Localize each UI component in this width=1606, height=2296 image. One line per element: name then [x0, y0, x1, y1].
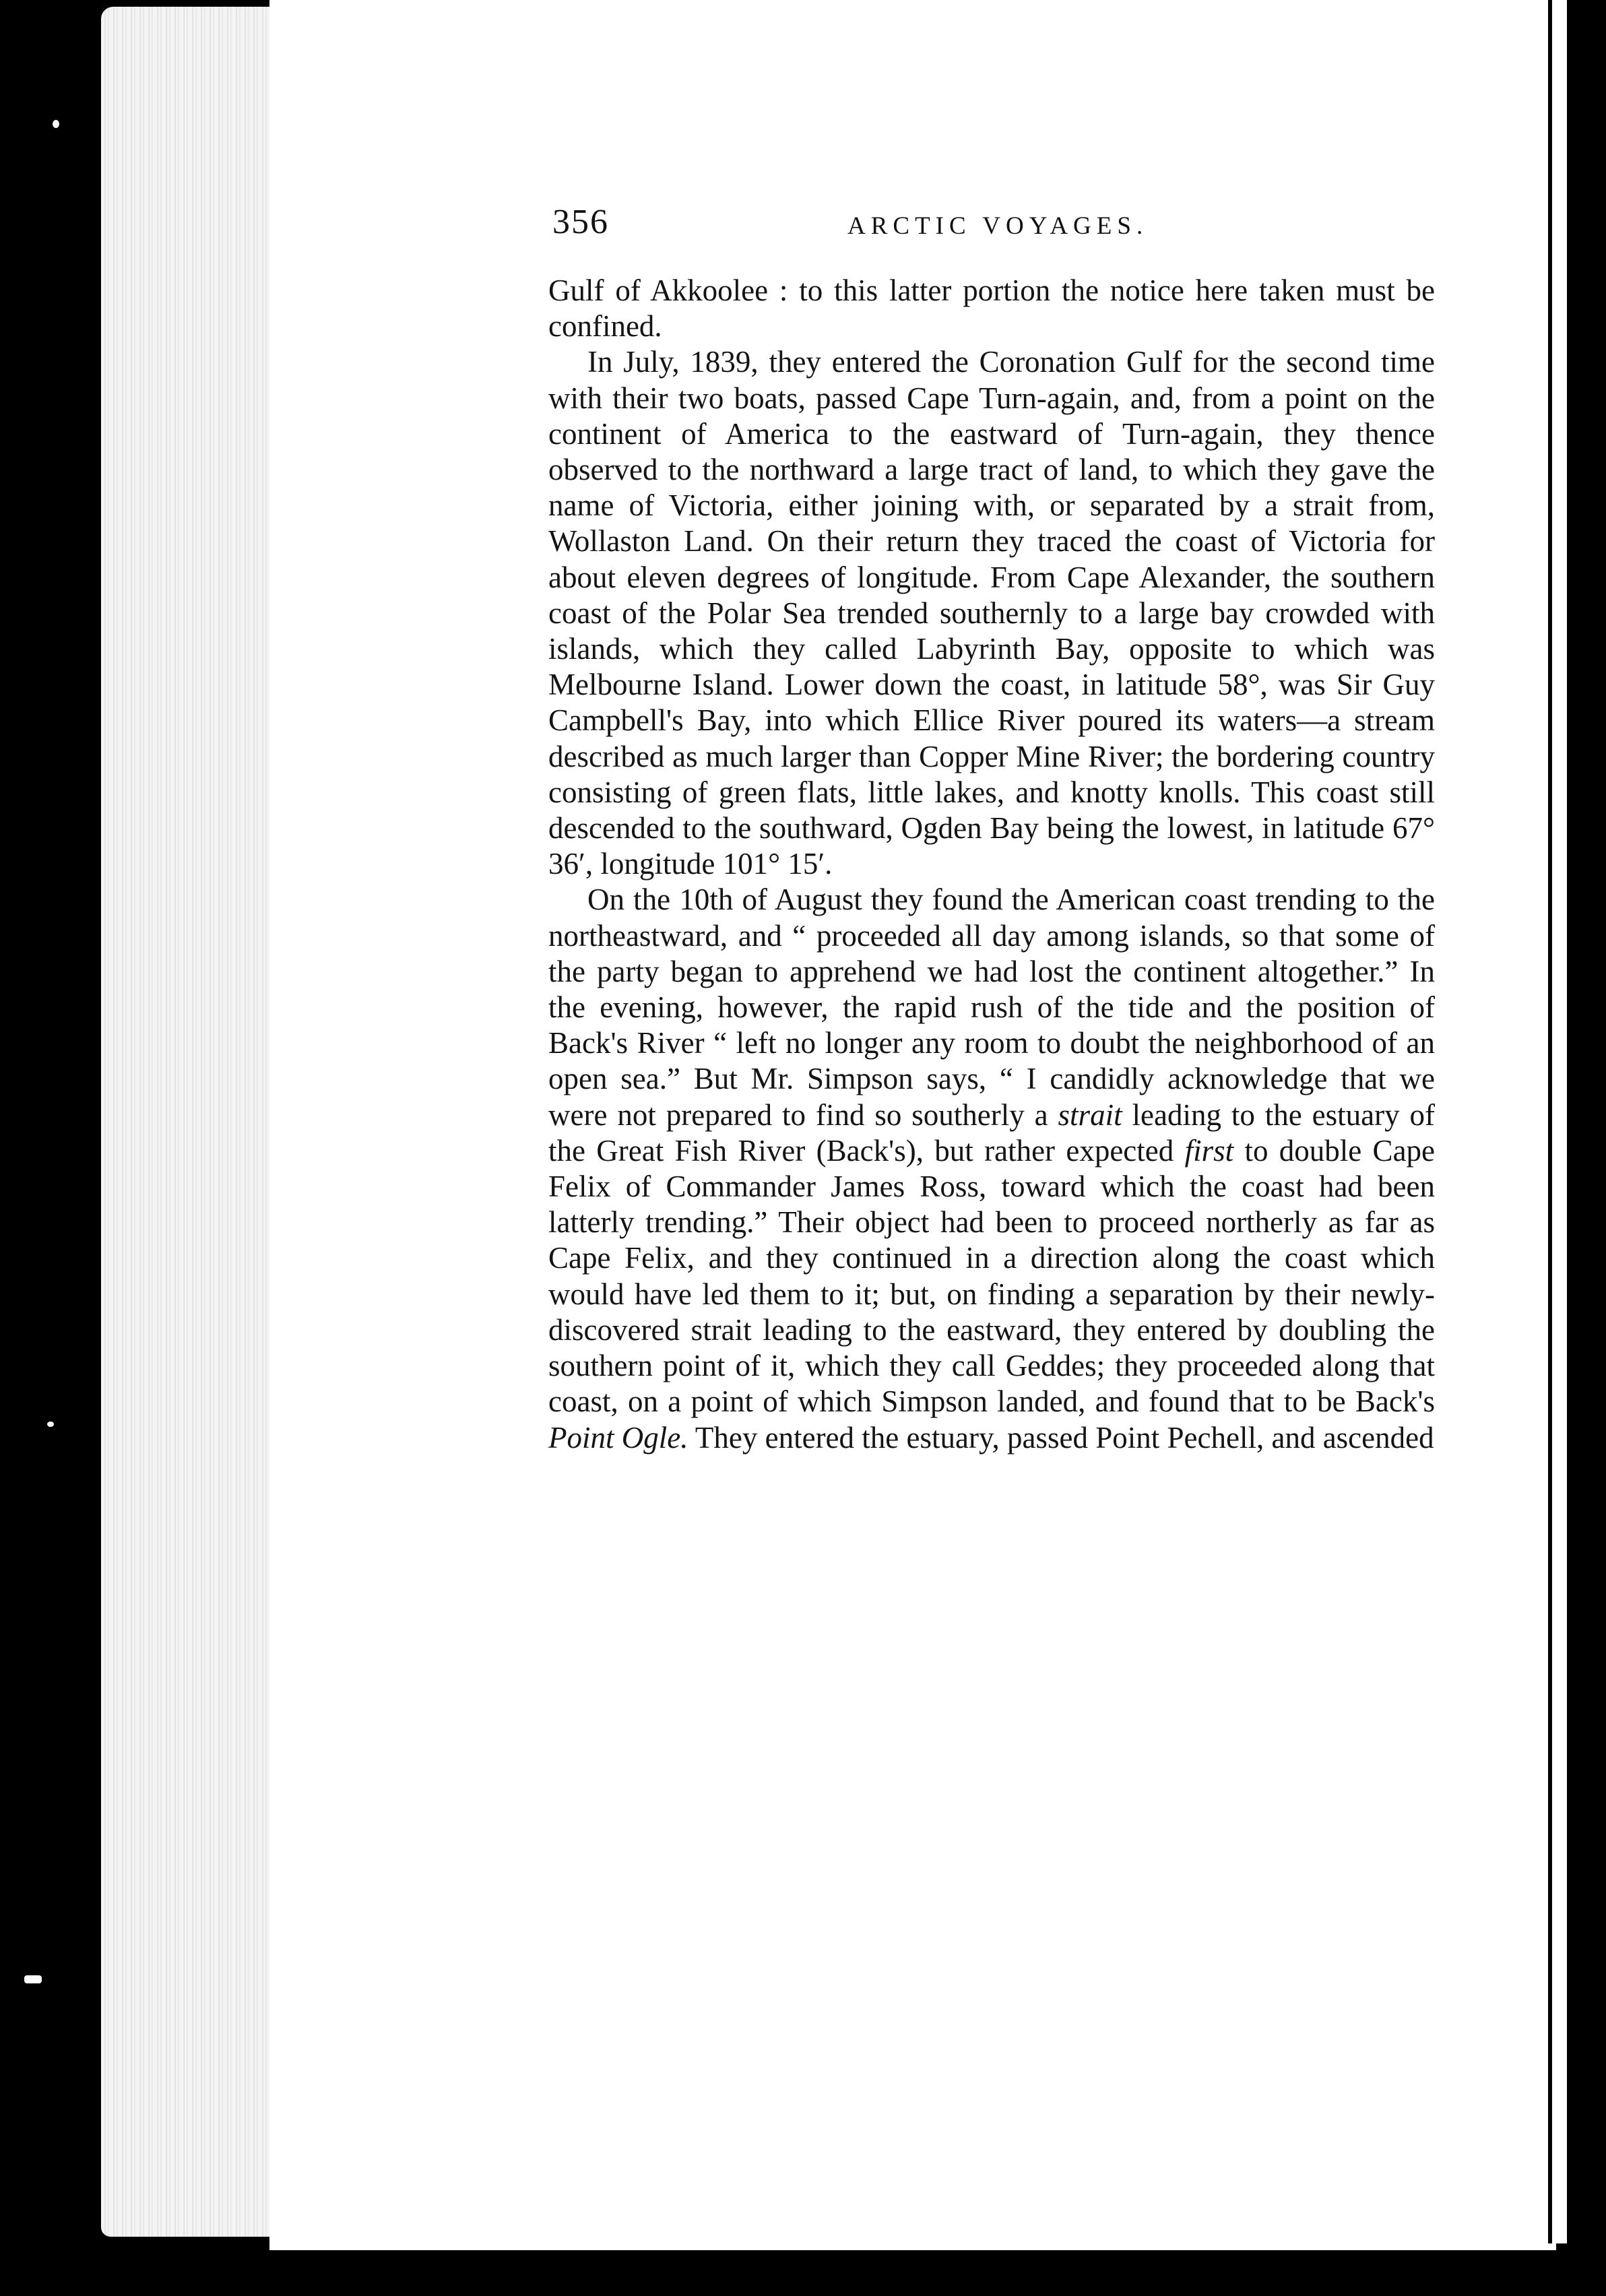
paragraph-3-text-c: to double Cape Felix of Commander James Ross, toward which the coast had been latterly trending.” Their object had been to proceed northerly as far as Cape Felix, and they continued in a direction along the coast which would have led them to it; but, on finding a separation by their newly-discovered strait leading to the eastward, they entered by doubling the southern point of it, which they call Geddes; they proceeded along that coast, on a point of which Simpson landed, and found that to be Back's	[548, 1133, 1436, 1419]
italic-point-ogle: Point Ogle.	[548, 1420, 688, 1455]
scan-speck	[24, 1975, 42, 1983]
running-head: ARCTIC VOYAGES.	[847, 212, 1149, 240]
scan-margin-right	[1567, 0, 1606, 2296]
paragraph-3	[548, 882, 1435, 1455]
page-header	[552, 202, 1435, 249]
italic-strait: strait	[1058, 1097, 1122, 1132]
book-page-edge	[101, 7, 276, 2237]
body-text	[548, 273, 1435, 1456]
adjacent-page-edge	[1548, 0, 1567, 2243]
page-number: 356	[552, 203, 609, 241]
scan-speck	[47, 1422, 54, 1427]
paragraph-3-text-b: leading to the estuary of the Great Fish River (Back's), but rather expected	[548, 1097, 1436, 1168]
italic-first: first	[1184, 1133, 1234, 1168]
paragraph-3-text-d: They entered the estuary, passed Point Pechell, and ascended	[695, 1420, 1434, 1455]
paragraph-3-text-a: On the 10th of August they found the American coast trending to the northeastward, and “ proceeded all day among islands, so that some of the party began to apprehend we had lost the continent altogether.” In the evening, however, the rapid rush of the tide and the position of Back's River “ left no longer any room to doubt the neighborhood of an open sea.” But Mr. Simpson says, “ I candidly acknowledge that we were not prepared to find so southerly a	[548, 883, 1435, 1132]
paragraph-2: In July, 1839, they entered the Coronation Gulf for the second time with their two boats, passed Cape Turn-again, and, from a point on the continent of America to the eastward of Turn-again, they thence observed to the northward a large tract of land, to which they gave the name of Victoria, either joining with, or separated by a strait from, Wollaston Land. On their return they traced the coast of Victoria for about eleven degrees of longitude. From Cape Alexander, the southern coast of the Polar Sea trended southernly to a large bay crowded with islands, which they called Labyrinth Bay, opposite to which was Melbourne Island. Lower down the coast, in latitude 58°, was Sir Guy Campbell's Bay, into which Ellice River poured its waters—a stream described as much larger than Copper Mine River; the bordering country consisting of green flats, little lakes, and knotty knolls. This coast still descended to the southward, Ogden Bay being the lowest, in latitude 67° 36′, longitude 101° 15′.	[548, 345, 1435, 881]
scan-speck	[53, 120, 59, 128]
paragraph-1: Gulf of Akkoolee : to this latter portion the notice here taken must be confined.	[548, 274, 1435, 344]
